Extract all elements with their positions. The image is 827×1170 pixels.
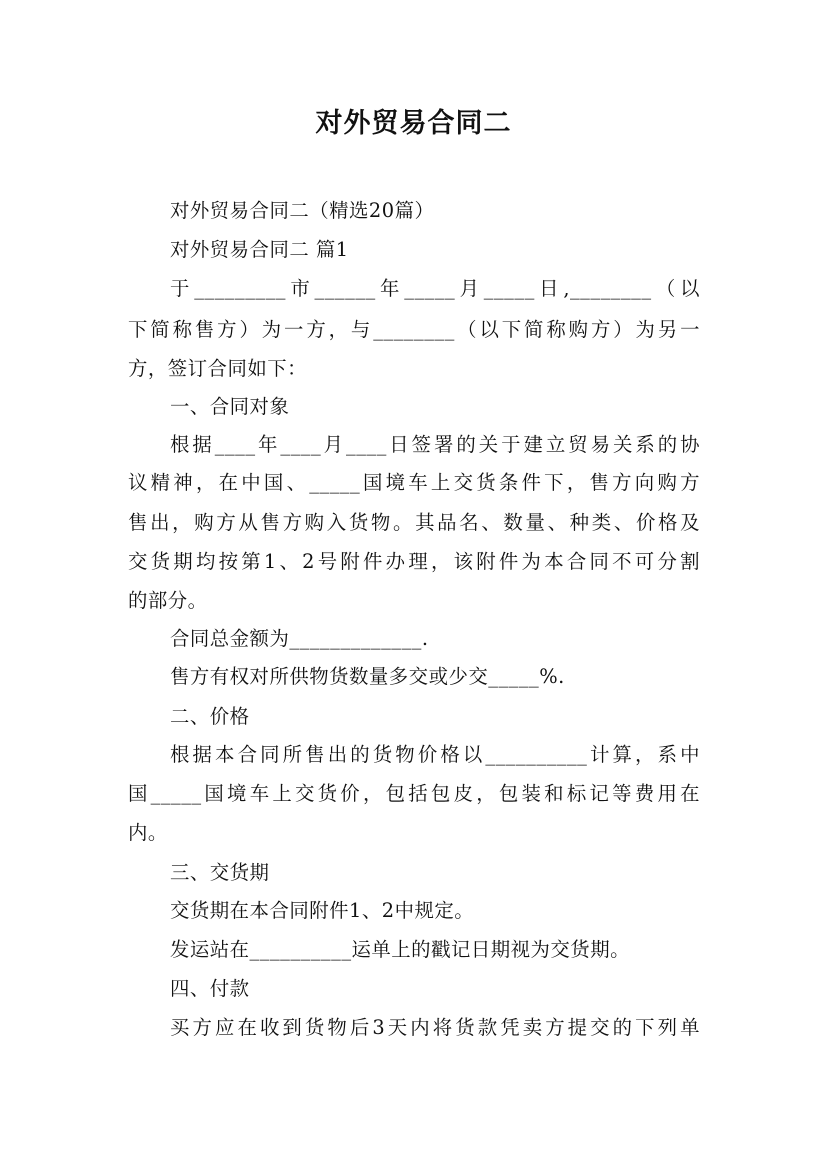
paragraph-line: 下简称售方）为一方，与________（以下简称购方）为另一 [128, 318, 700, 341]
section-heading-line: 二、价格 [170, 705, 250, 728]
subtitle-line: 对外贸易合同二（精选20篇） [170, 199, 435, 222]
document-title: 对外贸易合同二 [315, 108, 512, 139]
paragraph-line: 的部分。 [128, 589, 208, 612]
paragraph-line: 发运站在__________运单上的戳记日期视为交货期。 [170, 938, 630, 961]
paragraph-line: 议精神，在中国、_____国境车上交货条件下，售方向购方 [128, 471, 700, 494]
section-heading-line: 对外贸易合同二 篇1 [170, 238, 349, 261]
paragraph-line: 交货期均按第1、2号附件办理，该附件为本合同不可分割 [128, 550, 700, 573]
paragraph-line: 方，签订合同如下： [128, 357, 308, 380]
paragraph-line: 售方有权对所供物货数量多交或少交_____%. [170, 665, 565, 688]
section-heading-line: 四、付款 [170, 977, 250, 1000]
paragraph-line: 交货期在本合同附件1、2中规定。 [170, 899, 475, 922]
paragraph-line: 根据____年____月____日签署的关于建立贸易关系的协 [170, 433, 700, 456]
section-heading-line: 一、合同对象 [170, 395, 290, 418]
paragraph-line: 合同总金额为_____________. [170, 627, 429, 650]
paragraph-line: 于_________市______年_____月_____日,________（以 [170, 277, 700, 300]
paragraph-line: 内。 [128, 821, 168, 844]
paragraph-line: 根据本合同所售出的货物价格以__________计算，系中 [170, 743, 700, 766]
paragraph-line: 国_____国境车上交货价，包括包皮，包装和标记等费用在 [128, 782, 700, 805]
paragraph-line: 售出，购方从售方购入货物。其品名、数量、种类、价格及 [128, 511, 700, 534]
section-heading-line: 三、交货期 [170, 861, 270, 884]
paragraph-line: 买方应在收到货物后3天内将货款凭卖方提交的下列单 [170, 1016, 700, 1039]
